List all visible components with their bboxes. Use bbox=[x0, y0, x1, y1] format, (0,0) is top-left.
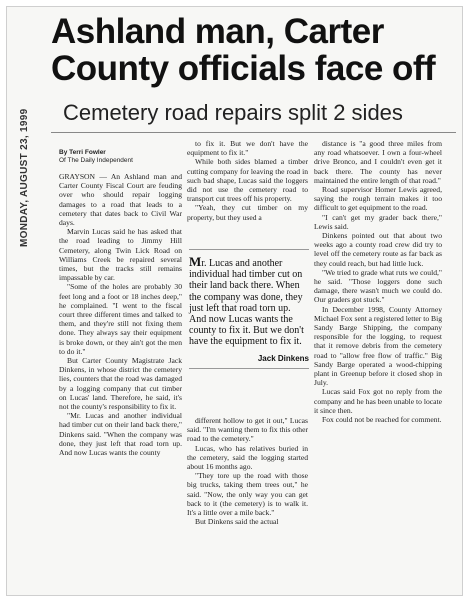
paragraph: But Carter County Magistrate Jack Dinkens, in whose district the cemetery lies, counters that the road was damaged by a logging company that cut timber on Lucas' land. Therefore, he said, it's not the county's responsibility to fix it. bbox=[59, 356, 182, 412]
paragraph: "Mr. Lucas and another individual had timber cut on their land back there," Dinkens said. "When the company was done, they just left that road torn up. And now Lucas wants the county bbox=[59, 411, 182, 458]
article-column-2-continued bbox=[187, 416, 308, 526]
paragraph: "I can't get my grader back there," Lewis said. bbox=[314, 212, 442, 231]
paragraph: "They tore up the road with those big trucks, taking them trees out," he said. "Now, the only way you can get back to it (the cemetery) is to walk it. It's a little over a mile back." bbox=[187, 471, 308, 518]
article-column-1 bbox=[59, 172, 182, 457]
headline: Ashland man, Carter County officials face off bbox=[51, 12, 436, 88]
paragraph: Road supervisor Homer Lewis agreed, saying the rough terrain makes it too difficult to get equipment to the road. bbox=[314, 185, 442, 213]
byline-name: By Terri Fowler bbox=[59, 149, 106, 156]
paragraph: "We tried to grade what ruts we could," he said. "Those loggers done such damage, there wasn't much we could do. Our graders got stuck." bbox=[314, 267, 442, 305]
paragraph: Fox could not be reached for comment. bbox=[322, 415, 442, 425]
paragraph: While both sides blamed a timber cutting company for leaving the road in such bad shape, Lucas said the loggers did not use the cemetery road to transport cut trees off his property. bbox=[187, 157, 308, 204]
paragraph: Dinkens pointed out that about two weeks ago a county road crew did try to level off the cemetery route as far back as they could reach, but had little luck. bbox=[314, 231, 442, 268]
paragraph: GRAYSON — An Ashland man and Carter County Fiscal Court are feuding over who should repair logging damages to a road that leads to a cemetery that dates back to Civil War days. bbox=[59, 172, 182, 228]
paragraph: to fix it. But we don't have the equipment to fix it." bbox=[187, 139, 308, 158]
article-column-3 bbox=[314, 139, 442, 424]
pull-quote-box bbox=[189, 249, 309, 369]
pull-quote: Mr. Lucas and another individual had timber cut on their land back there. When the company was done, they just left that road torn up. And now Lucas wants the county to fix it. But we don't have the equipment to fix it. bbox=[189, 254, 304, 348]
paragraph: Lucas, who has relatives buried in the cemetery, said the logging started about 16 months ago. bbox=[187, 443, 308, 472]
subheadline: Cemetery road repairs split 2 sides bbox=[63, 100, 403, 125]
article-column-2 bbox=[187, 139, 308, 222]
byline bbox=[59, 149, 184, 165]
pull-quote-attribution: Jack Dinkens bbox=[257, 353, 309, 363]
byline-outlet: Of The Daily Independent bbox=[59, 157, 133, 164]
paragraph: Lucas said Fox got no reply from the company and he has been unable to locate it since then. bbox=[314, 387, 442, 415]
paragraph: "Yeah, they cut timber on my property, but they used a bbox=[187, 203, 308, 222]
paragraph: In December 1998, County Attorney Michael Fox sent a registered letter to Big Sandy Barge Shipping, the company responsible for the logging, to request that it remove debris from the cemetery road to "allow free flow of traffic." Big Sandy Barge operated a wood-chipping plant in Greenup before it closed shop in July. bbox=[314, 304, 443, 388]
paragraph: "Some of the holes are probably 30 feet long and a foot or 18 inches deep," he complained. "I went to the fiscal court three different times and talked to them, and they're still not fixing them done. They always say their equipment is broke down, or they ain't got the men to do it." bbox=[59, 282, 182, 356]
paragraph: distance is "a good three miles from any road whatsoever. I own a four-wheel drive Bronco, and I couldn't even get it back there. The county has never maintained the entire length of that road." bbox=[314, 139, 442, 185]
divider bbox=[189, 368, 309, 369]
paragraph: different hollow to get it out," Lucas said. "I'm wanting them to fix this other road to the cemetery." bbox=[187, 416, 308, 444]
paragraph: But Dinkens said the actual bbox=[195, 517, 279, 527]
divider bbox=[51, 132, 456, 133]
newspaper-clipping bbox=[6, 6, 463, 596]
paragraph: Marvin Lucas said he has asked that the road leading to Jimmy Hill Cemetery, along Twin Lick Road on Williams Creek be repaired several times, but the tracks still remains impassable by car. bbox=[59, 227, 182, 283]
dateline: MONDAY, AUGUST 23, 1999 bbox=[19, 108, 30, 247]
